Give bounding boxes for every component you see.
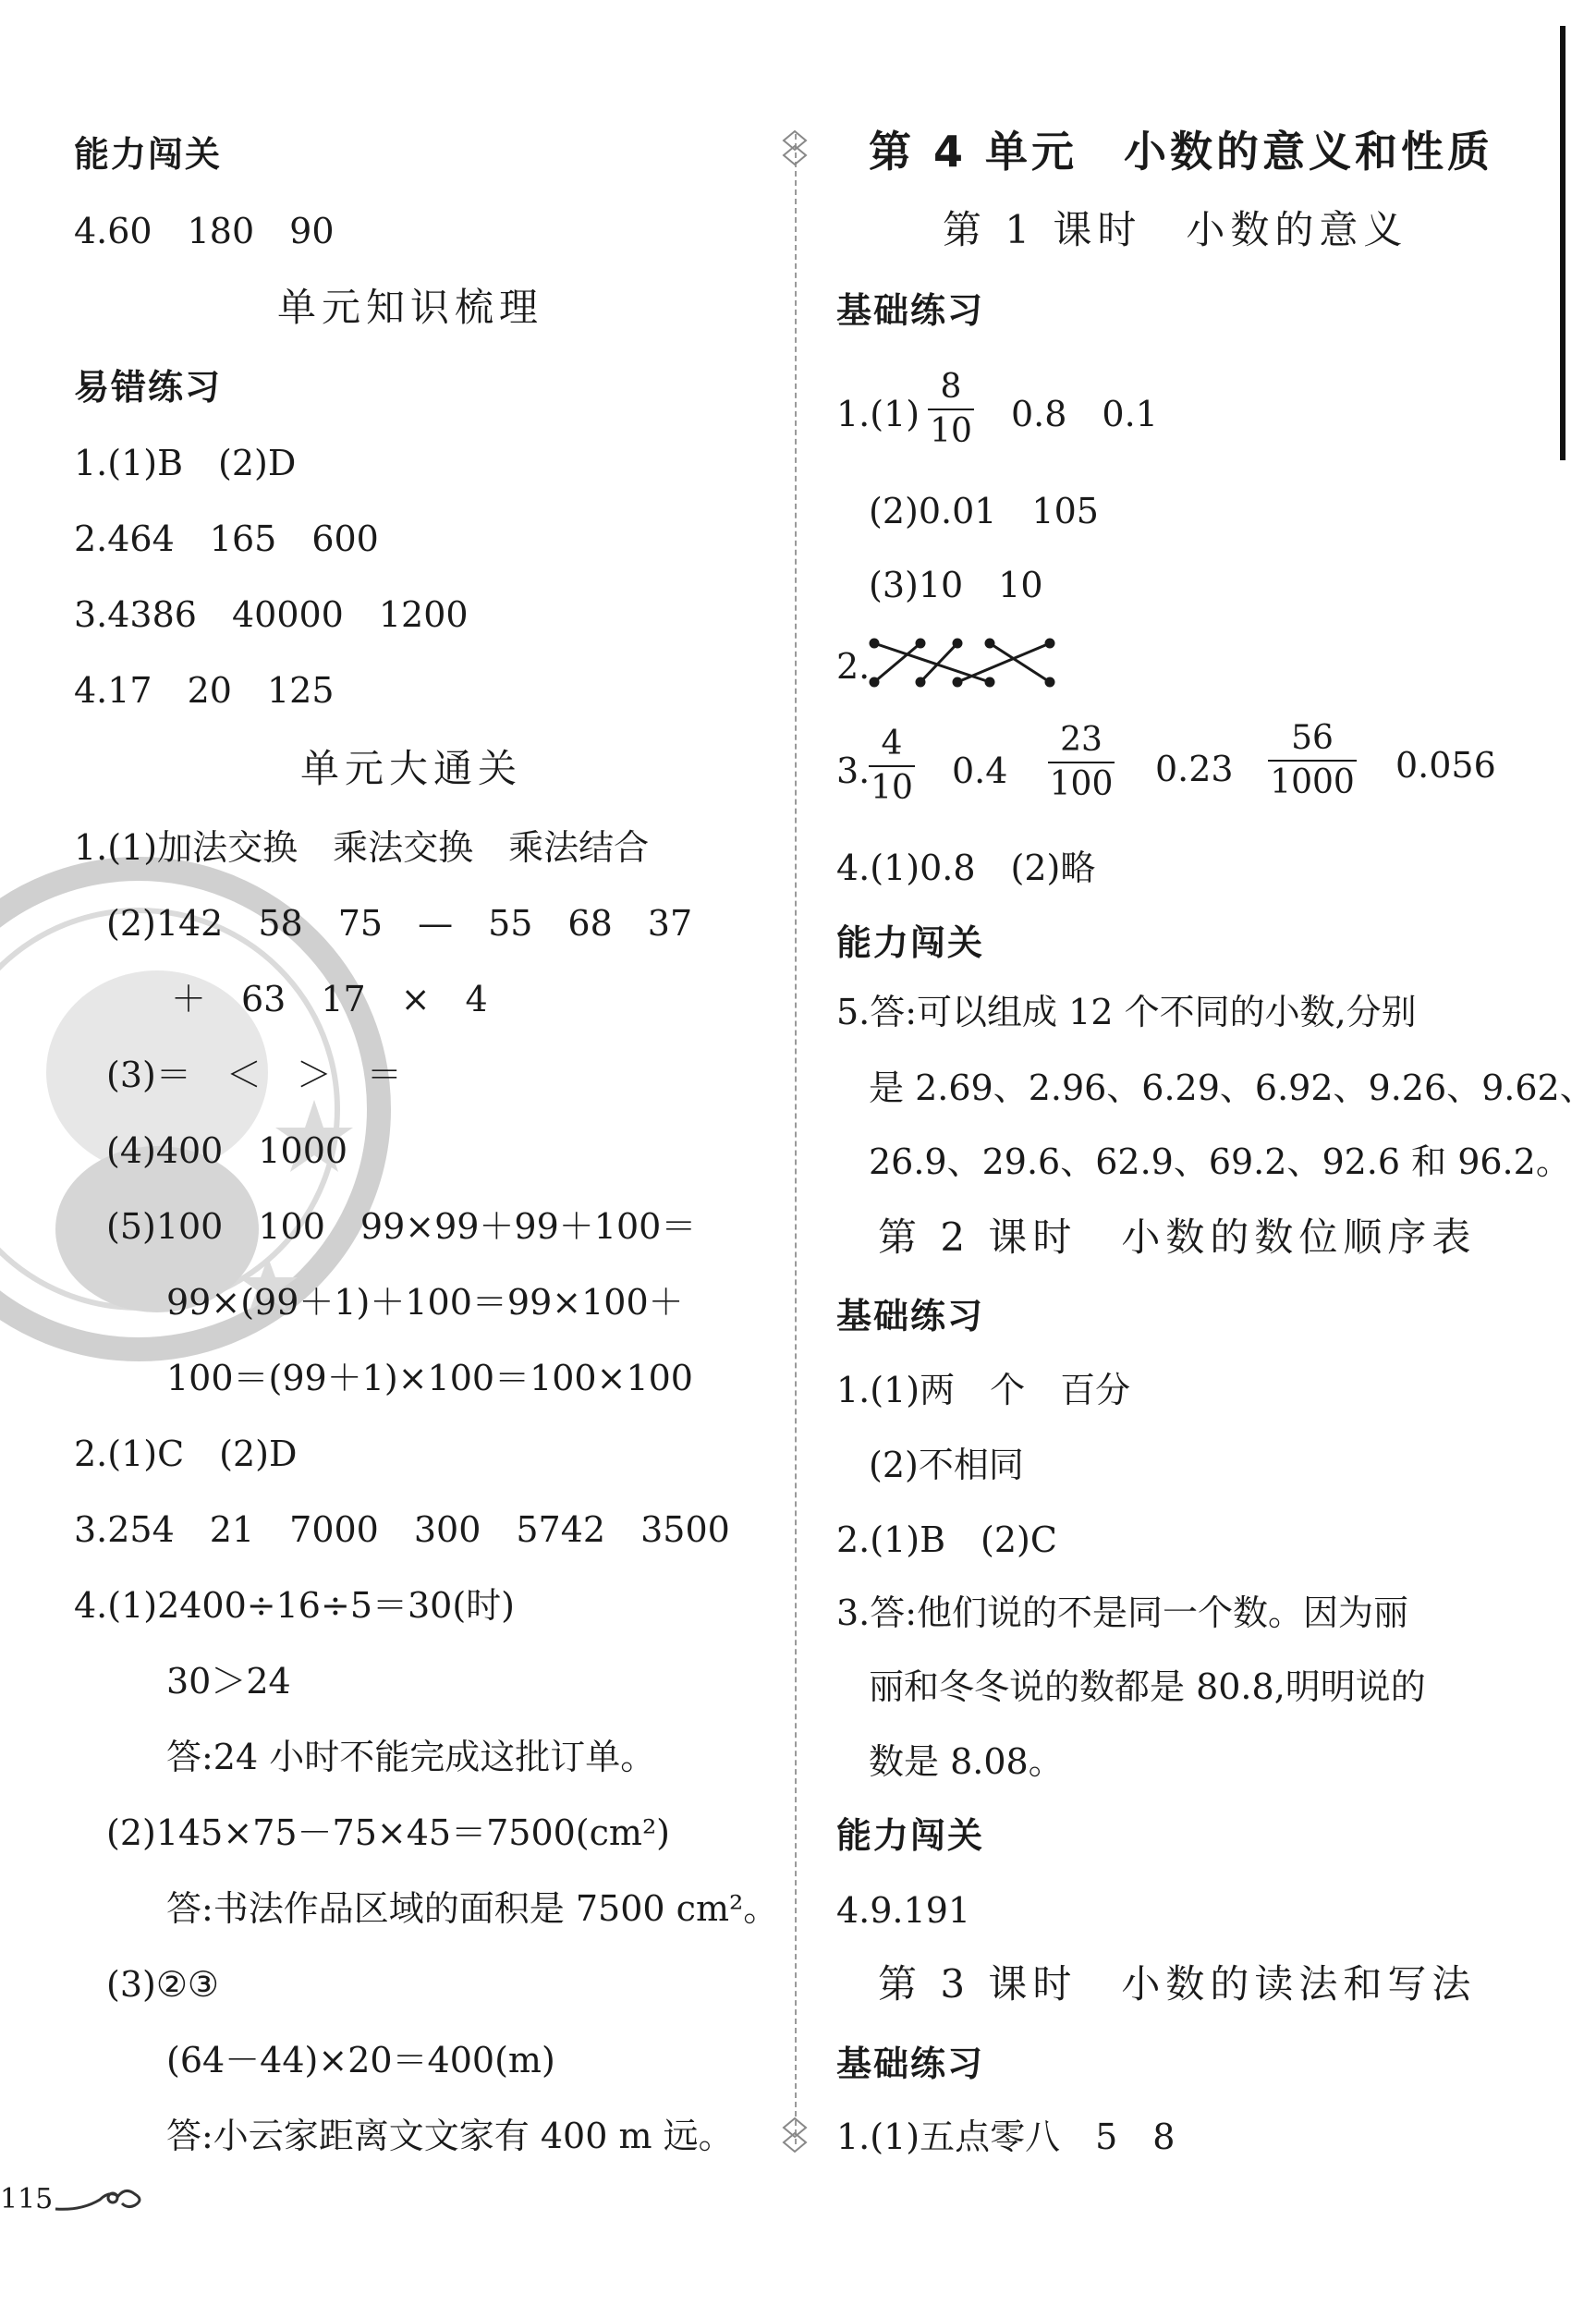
answer-line-prefix: 2. [836, 646, 871, 687]
watermark-stamp-icon [0, 795, 397, 1423]
answer-line: 1.(1)五点零八 5 8 [836, 2117, 1176, 2157]
answer-line: 3.4386 40000 1200 [74, 594, 469, 635]
fraction-numerator: 56 [1291, 719, 1334, 757]
lesson-title: 第 1 课时 小数的意义 [943, 207, 1408, 252]
answer-line: 1.(1)两 个 百分 [836, 1370, 1131, 1410]
answer-line: (2)不相同 [869, 1445, 1024, 1485]
fraction-bar [928, 409, 974, 410]
cloud-ornament-icon [54, 2183, 146, 2216]
answer-value: 0.056 [1395, 745, 1496, 786]
answer-line: 4.9.191 [836, 1890, 971, 1931]
fraction-bar [869, 765, 915, 767]
lesson-title: 第 2 课时 小数的数位顺序表 [878, 1214, 1477, 1260]
answer-line: 是 2.69、2.96、6.29、6.92、9.26、9.62、 [869, 1068, 1595, 1108]
answer-line: 4.(1)2400÷16÷5＝30(时) [74, 1585, 516, 1626]
answer-line: (2)142 58 75 — 55 68 37 [106, 903, 693, 944]
answer-line: 答:24 小时不能完成这批订单。 [166, 1737, 656, 1777]
fraction-denominator: 1000 [1270, 763, 1355, 801]
answer-line: (3)10 10 [869, 565, 1043, 605]
answer-line: 3.254 21 7000 300 5742 3500 [74, 1509, 730, 1550]
divider-ornament-icon [778, 2117, 811, 2153]
answer-line: (5)100 100 99×99＋99＋100＝ [106, 1206, 697, 1247]
answer-line: 1.(1)B (2)D [74, 443, 297, 483]
matching-lines-diagram [865, 630, 1063, 693]
answer-line: 0.8 0.1 [1011, 394, 1158, 434]
divider-ornament-icon [778, 129, 811, 166]
answer-line: (2)0.01 105 [869, 491, 1099, 531]
answer-value: 0.23 [1155, 749, 1234, 789]
section-heading: 能力闯关 [836, 922, 985, 963]
answer-line: 答:书法作品区域的面积是 7500 cm²。 [166, 1888, 779, 1929]
answer-line: 2.(1)C (2)D [74, 1434, 298, 1474]
fraction [869, 725, 915, 808]
answer-line: 3.答:他们说的不是同一个数。因为丽 [836, 1592, 1409, 1633]
section-heading: 能力闯关 [836, 1815, 985, 1856]
fraction [1268, 719, 1357, 802]
answer-line: (2)145×75－75×45＝7500(cm²) [106, 1812, 671, 1853]
section-heading: 基础练习 [836, 290, 985, 331]
answer-line: 丽和冬冬说的数都是 80.8,明明说的 [869, 1666, 1426, 1707]
section-heading: 能力闯关 [74, 134, 223, 175]
answer-line: 100＝(99＋1)×100＝100×100 [166, 1358, 693, 1398]
section-heading: 基础练习 [836, 2044, 985, 2084]
column-divider [795, 134, 797, 2144]
answer-line: (3)②③ [106, 1964, 219, 2005]
answer-line-prefix: 1.(1) [836, 394, 920, 434]
fraction-denominator: 10 [871, 769, 913, 807]
answer-line: 4.(1)0.8 (2)略 [836, 848, 1096, 888]
answer-line: 1.(1)加法交换 乘法交换 乘法结合 [74, 827, 650, 868]
answer-line: 4.60 180 90 [74, 211, 335, 251]
fraction [1048, 721, 1115, 804]
lesson-title: 第 3 课时 小数的读法和写法 [878, 1961, 1477, 2007]
page-edge-bar [1560, 26, 1566, 460]
answer-line: (4)400 1000 [106, 1130, 348, 1171]
answer-value: 0.4 [952, 750, 1008, 791]
fraction-numerator: 4 [881, 725, 903, 762]
answer-line: 数是 8.08。 [869, 1741, 1064, 1782]
answer-line: 2.464 165 600 [74, 518, 379, 559]
page-number: 115 [0, 2183, 54, 2215]
fraction [928, 368, 974, 451]
fraction-numerator: 8 [940, 368, 962, 406]
answer-line: 4.17 20 125 [74, 670, 335, 711]
fraction-denominator: 100 [1049, 765, 1114, 803]
answer-line: (64－44)×20＝400(m) [166, 2040, 555, 2080]
answer-line: 2.(1)B (2)C [836, 1519, 1057, 1560]
answer-line: 30＞24 [166, 1661, 291, 1702]
answer-line-prefix: 3. [836, 750, 871, 791]
answer-line: 26.9、29.6、62.9、69.2、92.6 和 96.2。 [869, 1141, 1571, 1182]
fraction-denominator: 10 [930, 412, 972, 450]
section-title: 单元知识梳理 [277, 285, 544, 330]
answer-line: 5.答:可以组成 12 个不同的小数,分别 [836, 992, 1417, 1032]
fraction-numerator: 23 [1060, 721, 1103, 759]
section-title: 单元大通关 [300, 746, 523, 791]
answer-line: ＋ 63 17 × 4 [171, 979, 488, 1019]
fraction-bar [1048, 762, 1115, 763]
answer-line: (3)＝ ＜ ＞ ＝ [106, 1055, 402, 1095]
unit-title: 第 4 单元 小数的意义和性质 [869, 127, 1494, 177]
section-heading: 基础练习 [836, 1296, 985, 1336]
section-heading: 易错练习 [74, 367, 223, 408]
answer-line: 99×(99＋1)＋100＝99×100＋ [166, 1282, 684, 1323]
answer-line: 答:小云家距离文文家有 400 m 远。 [166, 2116, 734, 2156]
fraction-bar [1268, 760, 1357, 762]
